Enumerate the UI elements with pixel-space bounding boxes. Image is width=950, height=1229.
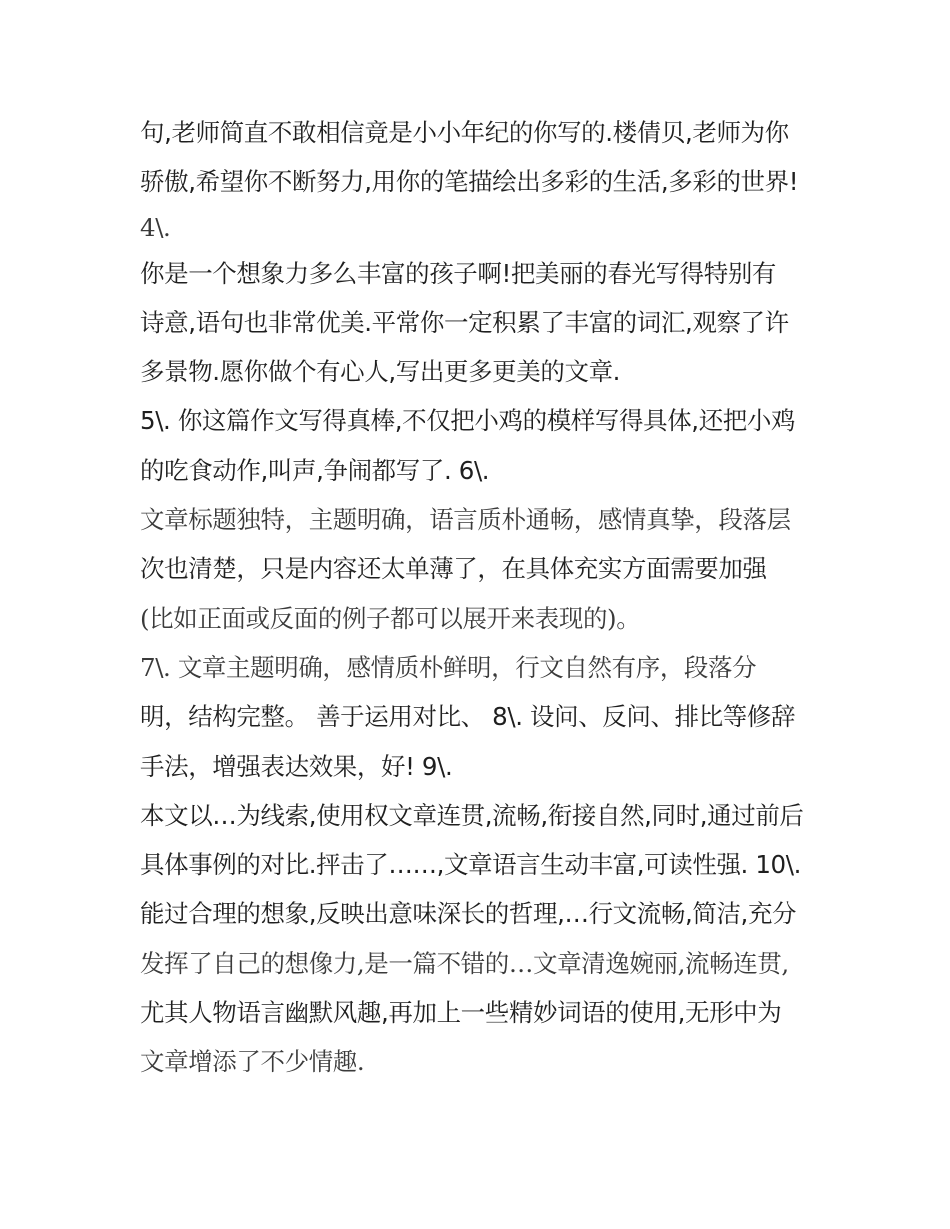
text-line: 你是一个想象力多么丰富的孩子啊!把美丽的春光写得特别有 xyxy=(140,258,777,288)
document-body xyxy=(140,108,830,1087)
text-line: 句,老师简直不敢相信竟是小小年纪的你写的.楼倩贝,老师为你 xyxy=(140,118,789,147)
text-line: 多景物.愿你做个有心人,写出更多更美的文章. xyxy=(140,357,621,387)
text-line: 次也清楚，只是内容还太单薄了，在具体充实方面需要加强 xyxy=(140,554,767,584)
text-line: 本文以…为线索,使用权文章连贯,流畅,衔接自然,同时,通过前后 xyxy=(140,800,804,830)
text-line: 能过合理的想象,反映出意味深长的哲理,…行文流畅,简洁,充分 xyxy=(140,899,797,929)
text-line: 具体事例的对比.抨击了……,文章语言生动丰富,可读性强. 10\. xyxy=(140,850,801,880)
text-line: 尤其人物语言幽默风趣,再加上一些精妙词语的使用,无形中为 xyxy=(140,998,782,1028)
text-line: 手法，增强表达效果，好! 9\. xyxy=(140,751,453,781)
text-line: 文章增添了不少情趣. xyxy=(140,1047,365,1077)
text-line: 明，结构完整。 善于运用对比、 8\. 设问、反问、排比等修辞 xyxy=(140,702,796,732)
text-line: (比如正面或反面的例子都可以展开来表现的)。 xyxy=(140,603,641,633)
text-line: 诗意,语句也非常优美.平常你一定积累了丰富的词汇,观察了许 xyxy=(140,307,789,337)
text-line: 4\. xyxy=(140,212,171,242)
text-line: 文章标题独特，主题明确，语言质朴通畅，感情真挚，段落层 xyxy=(140,505,791,535)
text-line: 5\. 你这篇作文写得真棒,不仅把小鸡的模样写得具体,还把小鸡 xyxy=(140,406,796,436)
text-line: 骄傲,希望你不断努力,用你的笔描绘出多彩的生活,多彩的世界! xyxy=(140,167,799,197)
text-line: 的吃食动作,叫声,争闹都写了. 6\. xyxy=(140,455,490,485)
text-line: 7\. 文章主题明确，感情质朴鲜明，行文自然有序，段落分 xyxy=(140,652,757,682)
text-line: 发挥了自己的想像力,是一篇不错的…文章清逸婉丽,流畅连贯, xyxy=(140,948,789,978)
